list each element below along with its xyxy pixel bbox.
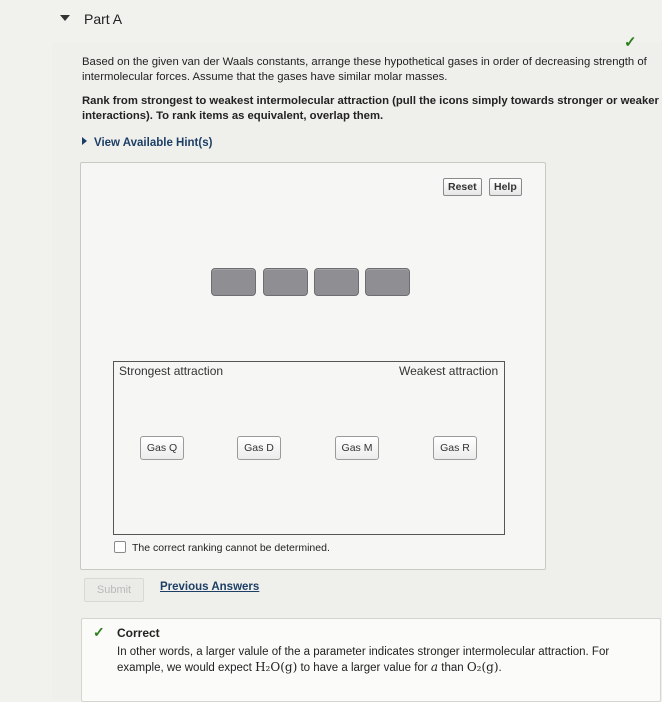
gas-item-d[interactable]: Gas D: [237, 436, 281, 460]
strongest-label: Strongest attraction: [119, 364, 224, 378]
reset-button[interactable]: Reset: [443, 178, 482, 196]
answer-slot: [314, 268, 359, 296]
answer-slot: [263, 268, 308, 296]
gas-item-q[interactable]: Gas Q: [140, 436, 184, 460]
feedback-title: Correct: [117, 626, 160, 640]
feedback-text: than: [441, 662, 464, 674]
view-hints-label: View Available Hint(s): [94, 137, 213, 149]
gas-item-r[interactable]: Gas R: [433, 436, 477, 460]
weakest-label: Weakest attraction: [399, 364, 499, 378]
formula-var-a: a: [430, 660, 439, 674]
gas-item-m[interactable]: Gas M: [335, 436, 379, 460]
collapse-caret-icon[interactable]: [60, 15, 70, 21]
completed-check-icon: ✓: [624, 34, 637, 51]
previous-answers-link[interactable]: Previous Answers: [160, 581, 260, 593]
feedback-text: example, we would expect: [117, 662, 252, 674]
formula-oxygen: O₂(g): [466, 660, 499, 674]
feedback-line-1: In other words, a larger valule of the a parameter indicates stronger intermolecular attraction. For: [117, 646, 610, 658]
cannot-determine-checkbox[interactable]: [114, 541, 126, 553]
formula-water: H₂O(g): [255, 660, 298, 674]
view-hints-link[interactable]: [82, 137, 212, 149]
cannot-determine-option[interactable]: [114, 541, 330, 554]
feedback-text: to have a larger value for: [300, 662, 428, 674]
ranking-instruction: Rank from strongest to weakest intermolecular attraction (pull the icons simply towards stronger or weaker interactions). To rank items as equivalent, overlap them.: [82, 95, 659, 122]
submit-button[interactable]: Submit: [84, 578, 144, 602]
question-text: Based on the given van der Waals constants, arrange these hypothetical gases in order of decreasing strength of intermolecular forces. Assume that the gases have similar molar masses.: [82, 56, 647, 83]
expand-caret-icon: [82, 137, 87, 145]
feedback-line-2: [117, 660, 652, 676]
answer-slot: [365, 268, 410, 296]
feedback-text: .: [498, 662, 502, 674]
correct-check-icon: ✓: [93, 624, 105, 640]
part-title: Part A: [84, 11, 123, 27]
cannot-determine-label: The correct ranking cannot be determined.: [132, 542, 330, 554]
help-button[interactable]: Help: [489, 178, 522, 196]
answer-slot: [211, 268, 256, 296]
